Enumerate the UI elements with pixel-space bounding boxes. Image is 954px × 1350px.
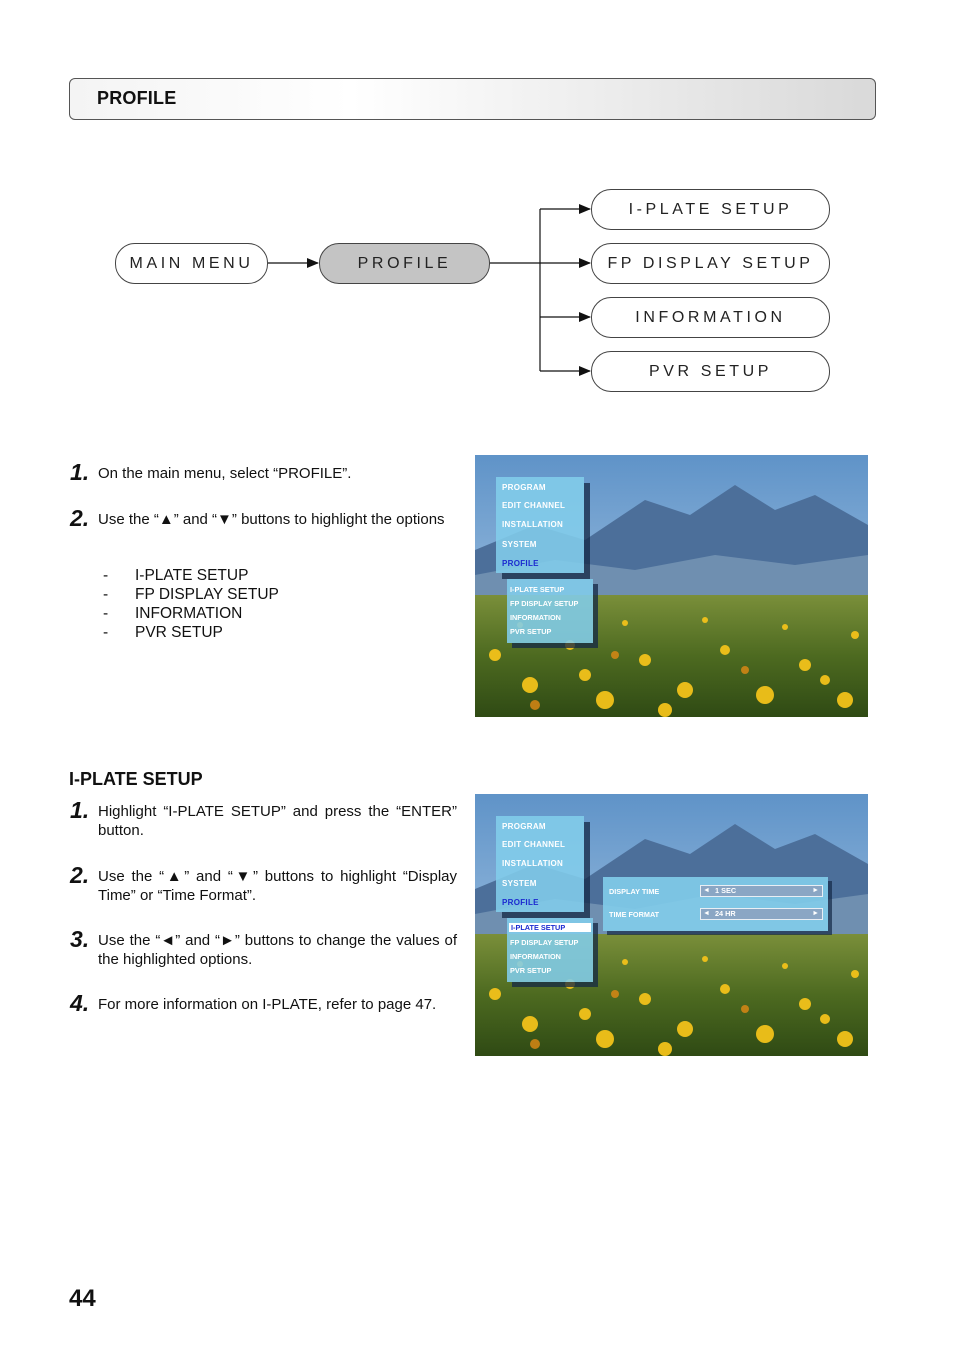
tv-menu-item-profile: PROFILE: [502, 898, 539, 907]
options-list: [98, 566, 279, 642]
step-number: 4.: [70, 990, 90, 1016]
left-arrow-icon: ◄: [703, 910, 710, 917]
step-text: Use the “▲” and “▼” buttons to highlight the options: [98, 511, 445, 528]
tv-screenshot-iplate-setup: [475, 794, 868, 1056]
tv-option-value-time-format: [700, 908, 823, 920]
diagram-pvr-setup: PVR SETUP: [591, 351, 830, 392]
list-item: - INFORMATION: [103, 605, 243, 622]
step-text: Use the “◄” and “►” buttons to change the values of the highlighted options.: [98, 932, 457, 968]
tv-submenu-item-fp-display: FP DISPLAY SETUP: [510, 599, 579, 608]
tv-option-value-display-time: [700, 885, 823, 897]
tv-submenu-item-pvr: PVR SETUP: [510, 627, 552, 636]
diagram-fp-display-setup: FP DISPLAY SETUP: [591, 243, 830, 284]
diagram-information: INFORMATION: [591, 297, 830, 338]
tv-menu-item-installation: INSTALLATION: [502, 520, 564, 529]
tv-main-menu-panel: [496, 816, 584, 912]
tv-option-value-text: 1 SEC: [715, 886, 737, 895]
step-number: 3.: [70, 926, 90, 952]
tv-profile-submenu: [507, 918, 593, 982]
tv-menu-item-system: SYSTEM: [502, 540, 537, 549]
list-item: - PVR SETUP: [103, 624, 223, 641]
tv-menu-item-system: SYSTEM: [502, 879, 537, 888]
tv-menu-item-program: PROGRAM: [502, 483, 546, 492]
step-number: 1.: [70, 797, 90, 823]
tv-submenu-item-iplate: I-PLATE SETUP: [510, 585, 565, 594]
step-text: Use the “▲” and “▼” buttons to highlight “Display Time” or “Time Format”.: [98, 868, 457, 904]
tv-menu-item-edit-channel: EDIT CHANNEL: [502, 501, 566, 510]
tv-profile-submenu: [507, 579, 593, 643]
tv-submenu-item-information: INFORMATION: [510, 952, 561, 961]
tv-iplate-options-panel: [603, 877, 828, 931]
tv-screenshot-profile-menu: [475, 455, 868, 717]
tv-option-label-time-format: TIME FORMAT: [609, 910, 660, 919]
step-number: 2.: [70, 505, 90, 531]
tv-menu-item-profile: PROFILE: [502, 559, 539, 568]
left-arrow-icon: ◄: [703, 887, 710, 894]
diagram-iplate-setup: I-PLATE SETUP: [591, 189, 830, 230]
tv-menu-item-installation: INSTALLATION: [502, 859, 564, 868]
tv-submenu-item-iplate-selected: I-PLATE SETUP: [509, 923, 591, 932]
step-text: On the main menu, select “PROFILE”.: [98, 465, 352, 482]
tv-menu-item-edit-channel: EDIT CHANNEL: [502, 840, 566, 849]
section-title-profile: PROFILE: [97, 88, 177, 108]
tv-option-label-display-time: DISPLAY TIME: [609, 887, 660, 896]
diagram-profile: PROFILE: [319, 243, 490, 284]
section-title-iplate: I-PLATE SETUP: [69, 769, 203, 789]
step-number: 1.: [70, 459, 90, 485]
right-arrow-icon: ►: [812, 910, 819, 917]
step-number: 2.: [70, 862, 90, 888]
step-text: Highlight “I-PLATE SETUP” and press the “ENTER” button.: [98, 803, 457, 839]
tv-main-menu-panel: [496, 477, 584, 573]
diagram-main-menu: MAIN MENU: [115, 243, 268, 284]
step-text: For more information on I-PLATE, refer to page 47.: [98, 996, 437, 1013]
list-item: - FP DISPLAY SETUP: [103, 586, 279, 603]
tv-submenu-item-pvr: PVR SETUP: [510, 966, 552, 975]
right-arrow-icon: ►: [812, 887, 819, 894]
tv-menu-item-program: PROGRAM: [502, 822, 546, 831]
page-number: 44: [69, 1285, 96, 1312]
tv-submenu-item-fp-display: FP DISPLAY SETUP: [510, 938, 579, 947]
tv-submenu-item-information: INFORMATION: [510, 613, 561, 622]
tv-option-value-text: 24 HR: [715, 909, 736, 918]
list-item: - I-PLATE SETUP: [103, 567, 249, 584]
